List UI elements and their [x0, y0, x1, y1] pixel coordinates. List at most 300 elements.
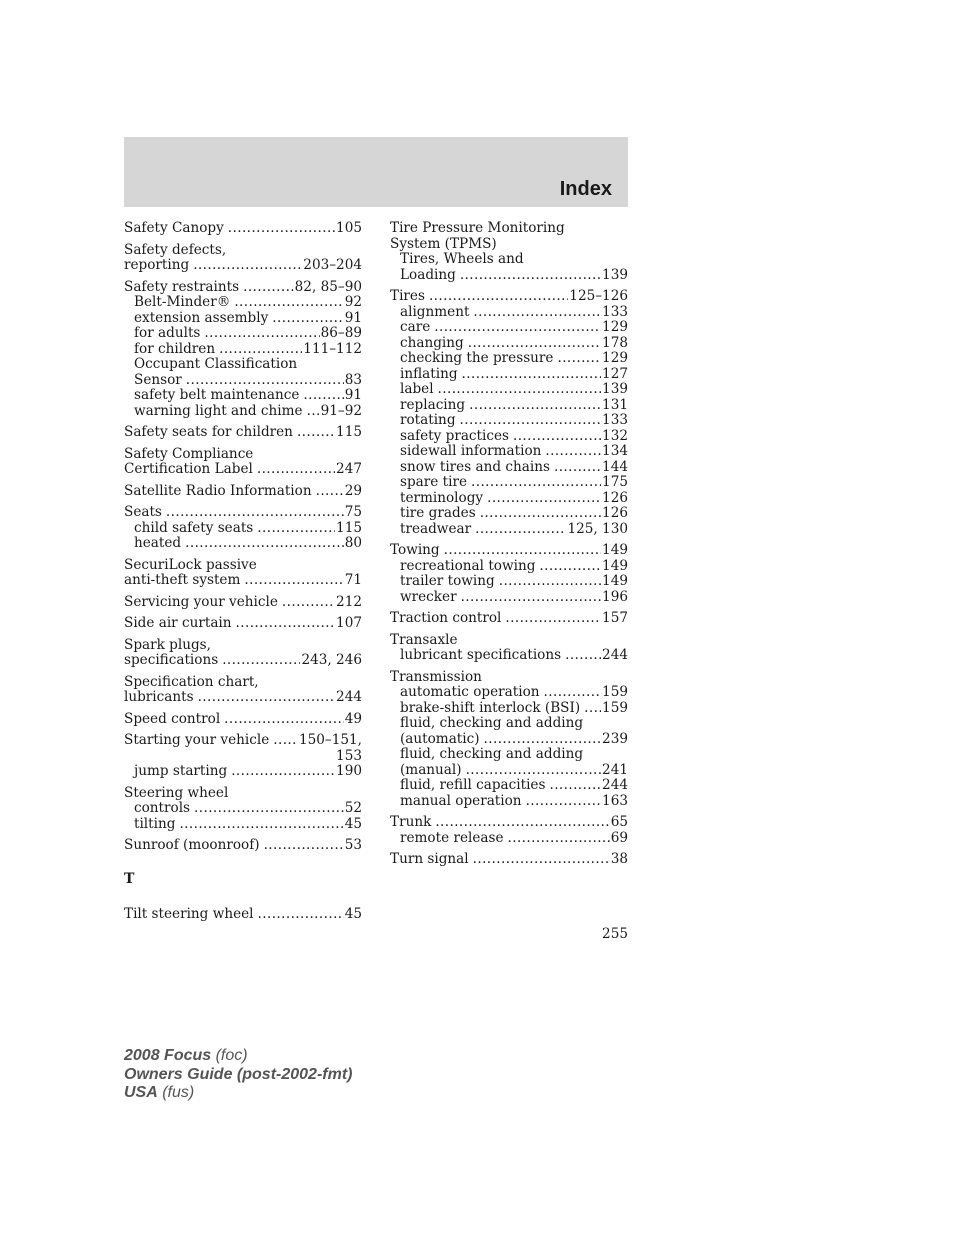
index-term: manual operation [400, 792, 522, 809]
index-line [124, 838, 362, 854]
dot-leader [468, 336, 601, 352]
dot-leader [526, 794, 601, 810]
index-term: sidewall information [400, 443, 542, 459]
dot-leader [460, 413, 602, 429]
index-term: care [400, 319, 431, 335]
footer [124, 1047, 352, 1103]
footer-line-3 [124, 1084, 352, 1103]
index-term: Safety defects, [124, 241, 227, 258]
index-subentry [390, 268, 628, 284]
index-term: (manual) [400, 761, 462, 778]
dot-leader [244, 573, 343, 589]
dot-leader [186, 373, 344, 389]
index-subentry [390, 506, 628, 522]
index-term: Transmission [390, 668, 482, 685]
index-line [124, 425, 362, 441]
index-term: Certification Label [124, 461, 253, 477]
index-page-ref: 91 [344, 387, 362, 403]
index-subentry [124, 764, 362, 780]
index-term: terminology [400, 489, 484, 506]
index-page-ref: 131 [602, 396, 628, 413]
index-page-ref: 178 [602, 334, 628, 351]
dot-leader [198, 690, 335, 706]
index-term: Tilt steering wheel [124, 906, 254, 922]
footer-region: USA [124, 1084, 158, 1101]
index-term: for adults [134, 325, 201, 341]
index-entry [124, 280, 362, 420]
dot-leader [554, 460, 601, 476]
dot-leader [257, 462, 335, 478]
dot-leader [257, 521, 335, 537]
index-page-ref: 91–92 [320, 402, 362, 419]
index-term: Satellite Radio Information [124, 482, 312, 499]
dot-leader [243, 280, 294, 296]
index-line [124, 749, 362, 765]
index-page-ref: 53 [344, 837, 362, 853]
footer-model: 2008 Focus [124, 1047, 212, 1064]
index-subentry [390, 778, 628, 794]
index-page-ref: 241 [602, 761, 628, 778]
dot-leader [185, 536, 344, 552]
index-entry [124, 907, 362, 923]
index-term: controls [134, 800, 191, 816]
dot-leader [461, 590, 601, 606]
dot-leader [471, 475, 601, 491]
dot-leader [224, 712, 344, 728]
index-page-ref: 247 [336, 461, 362, 477]
index-page-ref: 159 [602, 699, 628, 716]
index-page-ref: 149 [602, 573, 628, 589]
index-line [124, 484, 362, 500]
index-entry [124, 838, 362, 854]
index-term: Safety Compliance [124, 445, 254, 462]
index-term: heated [134, 535, 182, 551]
index-entry [124, 447, 362, 478]
dot-leader [273, 733, 298, 749]
index-term: Side air curtain [124, 615, 232, 631]
index-subentry [390, 732, 628, 748]
page-title: Index [559, 178, 612, 200]
index-page-ref: 243, 246 [301, 652, 362, 668]
index-entry [390, 289, 628, 537]
index-line [124, 675, 362, 691]
index-page-ref: 129 [602, 350, 628, 366]
index-term: child safety seats [134, 519, 254, 536]
footer-guide: Owners Guide (post-2002-fmt) [124, 1065, 353, 1083]
index-term: wrecker [400, 588, 457, 605]
index-entry [124, 712, 362, 728]
index-line [124, 595, 362, 611]
index-page-ref: 65 [610, 814, 628, 830]
index-term: fluid, checking and adding [400, 746, 584, 762]
index-entry [124, 675, 362, 706]
index-subentry [390, 398, 628, 414]
index-entry [124, 595, 362, 611]
dot-leader [234, 295, 343, 311]
index-subentry [390, 429, 628, 445]
index-subentry [124, 357, 362, 373]
dot-leader [539, 559, 601, 575]
index-term: automatic operation [400, 684, 540, 700]
index-term: Servicing your vehicle [124, 593, 278, 610]
index-page-ref: 82, 85–90 [294, 278, 362, 295]
index-line [124, 653, 362, 669]
index-entry [390, 221, 628, 283]
index-term: fluid, checking and adding [400, 715, 584, 731]
index-term: Towing [390, 542, 440, 558]
index-page-ref: 126 [602, 489, 628, 506]
index-term: changing [400, 334, 464, 351]
index-page-ref: 134 [602, 443, 628, 459]
index-term: Traction control [390, 610, 502, 626]
index-page-ref: 49 [344, 710, 362, 727]
index-term: Turn signal [390, 851, 469, 867]
index-page-ref: 83 [344, 371, 362, 388]
index-page-ref: 29 [344, 482, 362, 499]
dot-leader [434, 320, 601, 336]
dot-leader [505, 611, 601, 627]
index-term: anti-theft system [124, 572, 241, 588]
dot-leader [544, 685, 602, 701]
index-term: treadwear [400, 520, 472, 537]
dot-leader [303, 388, 343, 404]
index-subentry [390, 701, 628, 717]
index-term: lubricant specifications [400, 647, 562, 663]
index-subentry [124, 388, 362, 404]
index-term: for children [134, 340, 216, 357]
index-subentry [124, 536, 362, 552]
index-page-ref: 150–151, [298, 732, 362, 748]
index-entry [124, 425, 362, 441]
dot-leader [549, 778, 601, 794]
index-term: recreational towing [400, 557, 536, 574]
index-page-ref: 149 [602, 557, 628, 574]
index-page-ref: 212 [336, 593, 362, 610]
dot-leader [231, 764, 335, 780]
index-subentry [390, 716, 628, 732]
index-term: Safety restraints [124, 278, 240, 295]
index-entry [124, 558, 362, 589]
index-term: Safety Canopy [124, 220, 224, 236]
index-page-ref: 45 [344, 815, 362, 832]
dot-leader [236, 616, 336, 632]
index-entry [390, 543, 628, 605]
index-term: Tires [390, 288, 425, 304]
index-page-ref: 125–126 [569, 288, 628, 304]
dot-leader [513, 429, 601, 445]
dot-leader [204, 326, 319, 342]
index-page-ref: 244 [602, 647, 628, 663]
index-entry [390, 670, 628, 810]
index-page-ref: 133 [602, 412, 628, 428]
dot-leader [194, 801, 344, 817]
index-term: warning light and chime [134, 402, 303, 419]
index-subentry [124, 817, 362, 833]
index-term: Sensor [134, 371, 182, 388]
index-page-ref: 71 [344, 572, 362, 588]
index-page-ref: 115 [336, 519, 362, 536]
index-term: Tires, Wheels and [400, 251, 524, 267]
index-page-ref: 149 [602, 542, 628, 558]
index-entry [124, 786, 362, 833]
index-term: fluid, refill capacities [400, 777, 546, 793]
index-entry [124, 484, 362, 500]
index-entry [390, 852, 628, 868]
index-line [390, 237, 628, 253]
index-subentry [124, 342, 362, 358]
index-page-ref: 38 [610, 851, 628, 867]
index-subentry [124, 295, 362, 311]
index-term: Spark plugs, [124, 636, 211, 653]
index-subentry [390, 305, 628, 321]
index-page-ref: 244 [602, 777, 628, 793]
index-term: replacing [400, 396, 466, 413]
index-line [124, 243, 362, 259]
index-page-ref: 244 [336, 689, 362, 705]
index-term: Sunroof (moonroof) [124, 837, 260, 853]
index-line [390, 221, 628, 237]
index-page-ref: 91 [344, 309, 362, 326]
index-line [124, 258, 362, 274]
index-entry [390, 611, 628, 627]
dot-leader [484, 732, 602, 748]
dot-leader [228, 221, 335, 237]
index-term: lubricants [124, 689, 194, 705]
index-subentry [390, 475, 628, 491]
dot-leader [565, 648, 601, 664]
index-line [124, 462, 362, 478]
index-subentry [390, 747, 628, 763]
index-line [390, 289, 628, 305]
index-page-ref: 159 [602, 684, 628, 700]
index-page-ref: 45 [344, 906, 362, 922]
dot-leader [480, 506, 601, 522]
dot-leader [508, 831, 610, 847]
index-page-ref: 111–112 [303, 340, 362, 357]
index-line [390, 670, 628, 686]
dot-leader [264, 838, 344, 854]
index-page-ref: 125, 130 [567, 520, 628, 537]
index-page-ref: 139 [602, 381, 628, 397]
index-subentry [390, 559, 628, 575]
dot-leader [222, 653, 300, 669]
dot-leader [473, 852, 610, 868]
index-page-ref: 86–89 [320, 325, 362, 341]
dot-leader [429, 289, 568, 305]
dot-leader [462, 367, 602, 383]
index-term: trailer towing [400, 573, 495, 589]
dot-leader [473, 305, 601, 321]
index-term: Specification chart, [124, 673, 259, 690]
index-subentry [124, 521, 362, 537]
dot-leader [466, 763, 601, 779]
index-subentry [390, 685, 628, 701]
dot-leader [316, 484, 344, 500]
index-entry [390, 633, 628, 664]
index-subentry [390, 648, 628, 664]
index-term: jump starting [134, 763, 228, 779]
index-section-letter: T [124, 870, 135, 887]
index-line [390, 815, 628, 831]
dot-leader [584, 701, 601, 717]
index-line [390, 633, 628, 649]
index-term: tilting [134, 815, 176, 832]
index-subentry [390, 590, 628, 606]
index-subentry [390, 831, 628, 847]
index-line [124, 280, 362, 296]
index-line [390, 852, 628, 868]
index-term: safety belt maintenance [134, 387, 300, 403]
index-entry [124, 221, 362, 237]
index-page-ref: 75 [344, 504, 362, 520]
index-subentry [390, 574, 628, 590]
index-page-ref: 133 [602, 303, 628, 320]
index-term: Occupant Classification [134, 356, 298, 372]
index-line [124, 573, 362, 589]
index-entry [124, 243, 362, 274]
dot-leader [219, 342, 302, 358]
index-term: Seats [124, 504, 162, 520]
index-line [124, 733, 362, 749]
index-subentry [390, 794, 628, 810]
header-band [124, 137, 628, 207]
index-line [124, 712, 362, 728]
index-term: rotating [400, 412, 456, 428]
index-page-ref: 105 [336, 220, 362, 236]
index-page-ref: 69 [610, 829, 628, 846]
index-term: tire grades [400, 505, 476, 521]
index-line [124, 505, 362, 521]
index-page-ref: 126 [602, 505, 628, 521]
index-entry [124, 638, 362, 669]
index-term: checking the pressure [400, 350, 554, 366]
footer-region-code: (fus) [157, 1084, 195, 1101]
index-term: Safety seats for children [124, 424, 293, 440]
dot-leader [193, 258, 302, 274]
index-term: reporting [124, 257, 190, 273]
index-line [124, 690, 362, 706]
dot-leader [435, 815, 609, 831]
index-subentry [390, 460, 628, 476]
index-term: (automatic) [400, 730, 480, 747]
index-line [124, 558, 362, 574]
index-subentry [390, 491, 628, 507]
dot-leader [444, 543, 601, 559]
index-term: SecuriLock passive [124, 556, 257, 573]
index-line [124, 907, 362, 923]
index-term: Belt-Minder® [134, 294, 231, 310]
index-subentry [390, 382, 628, 398]
index-page-ref: 144 [602, 458, 628, 475]
index-entry [124, 505, 362, 552]
index-term: Tire Pressure Monitoring [390, 220, 565, 236]
index-term: Loading [400, 266, 456, 283]
dot-leader [499, 574, 601, 590]
dot-leader [469, 398, 601, 414]
index-page-ref: 139 [602, 266, 628, 283]
index-term: Trunk [390, 814, 432, 830]
index-page-ref: 127 [602, 365, 628, 382]
dot-leader [557, 351, 601, 367]
index-term: brake-shift interlock (BSI) [400, 699, 581, 716]
index-term: extension assembly [134, 309, 269, 326]
index-subentry [124, 373, 362, 389]
dot-leader [179, 817, 343, 833]
index-subentry [390, 252, 628, 268]
index-subentry [390, 522, 628, 538]
dot-leader [438, 382, 602, 398]
index-subentry [390, 763, 628, 779]
index-subentry [124, 404, 362, 420]
index-page-ref: 153 [336, 747, 362, 764]
footer-line-2 [124, 1066, 352, 1085]
index-page-ref: 80 [344, 535, 362, 551]
index-subentry [390, 367, 628, 383]
dot-leader [475, 522, 566, 538]
index-page-ref: 190 [336, 763, 362, 779]
dot-leader [166, 505, 344, 521]
dot-leader [297, 425, 335, 441]
footer-model-code: (foc) [211, 1047, 248, 1064]
index-term: Speed control [124, 710, 221, 727]
index-line [390, 543, 628, 559]
index-subentry [124, 311, 362, 327]
index-term: Transaxle [390, 631, 458, 648]
index-subentry [124, 801, 362, 817]
index-term: spare tire [400, 474, 467, 490]
index-entry [124, 616, 362, 632]
index-page-ref: 175 [602, 474, 628, 490]
index-term: specifications [124, 652, 219, 668]
index-page-ref: 239 [602, 730, 628, 747]
index-page-ref: 115 [336, 424, 362, 440]
index-page-ref: 132 [602, 427, 628, 444]
index-page-ref: 92 [344, 294, 362, 310]
index-subentry [390, 413, 628, 429]
dot-leader [307, 404, 320, 420]
index-line [124, 447, 362, 463]
dot-leader [272, 311, 343, 327]
index-entry [124, 733, 362, 780]
index-term: inflating [400, 365, 458, 382]
page-number: 255 [602, 926, 628, 942]
index-subentry [390, 444, 628, 460]
index-subentry [390, 336, 628, 352]
index-line [124, 616, 362, 632]
index-term: Starting your vehicle [124, 732, 270, 748]
dot-leader [487, 491, 601, 507]
index-page-ref: 107 [336, 615, 362, 631]
index-line [124, 638, 362, 654]
index-column-left [124, 221, 362, 929]
dot-leader [258, 907, 344, 923]
index-term: label [400, 381, 434, 397]
index-column-right [390, 221, 628, 874]
index-page-ref: 157 [602, 610, 628, 626]
index-term: System (TPMS) [390, 235, 497, 252]
index-term: safety practices [400, 427, 509, 444]
index-page-ref: 52 [344, 800, 362, 816]
index-term: Steering wheel [124, 784, 229, 801]
index-page-ref: 196 [602, 588, 628, 605]
index-line [390, 611, 628, 627]
index-line [124, 786, 362, 802]
index-term: remote release [400, 829, 504, 846]
index-subentry [390, 351, 628, 367]
index-line [124, 221, 362, 237]
index-page-ref: 163 [602, 792, 628, 809]
index-page-ref: 129 [602, 319, 628, 335]
